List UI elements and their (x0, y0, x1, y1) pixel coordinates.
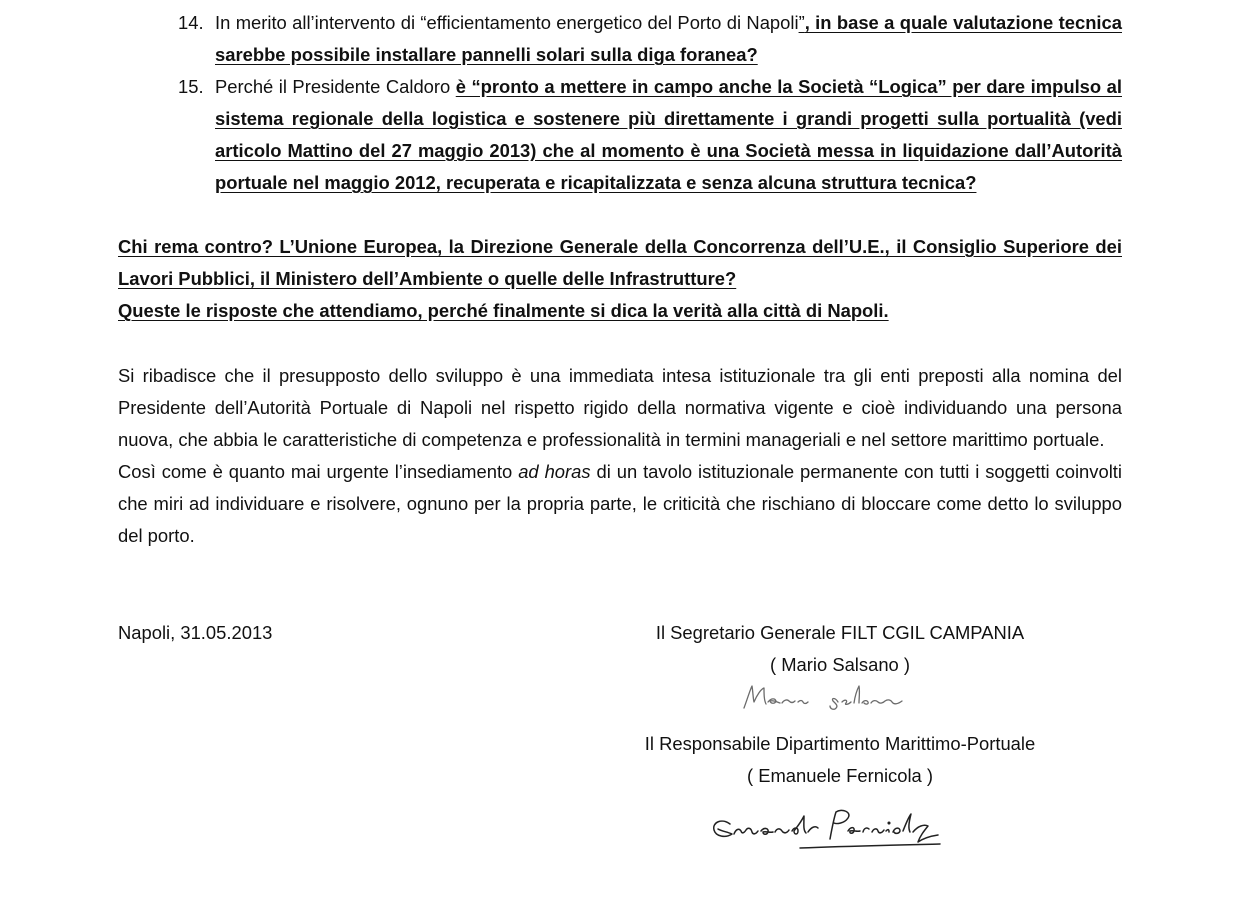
signatory-block (560, 617, 1120, 681)
handwritten-signature (708, 804, 948, 856)
bold-question: Chi rema contro? L’Unione Europea, la Direzione Generale della Concorrenza dell’U.E., il Consiglio Superiore dei Lavori Pubblici, il Ministero dell’Ambiente o quelle delle Infrastrutture? (118, 236, 1122, 289)
signatory-role: Il Segretario Generale FILT CGIL CAMPANIA (655, 622, 1025, 643)
signatory-name: ( Mario Salsano ) (769, 654, 911, 675)
item-text-underlined: ” (798, 12, 805, 33)
question-list (178, 7, 1122, 199)
signatory-block (560, 728, 1120, 792)
item-text-emphasis: , in base a quale valutazione tecnica sarebbe possibile installare pannelli solari sulla diga foranea? (215, 12, 1122, 65)
item-number: 15. (178, 76, 204, 97)
bold-statement: Queste le risposte che attendiamo, perché finalmente si dica la verità alla città di Napoli. (118, 300, 889, 321)
body-paragraph-2-start: Così come è quanto mai urgente l’insediamento (118, 461, 519, 482)
item-text-plain: Perché il Presidente Caldoro (215, 76, 456, 97)
body-paragraph-1: Si ribadisce che il presupposto dello sviluppo è una immediata intesa istituzionale tra gli enti preposti alla nomina del Presidente dell’Autorità Portuale di Napoli nel rispetto rigido della normativa vigente e cioè individuando una persona nuova, che abbia le caratteristiche di competenza e professionalità in termini manageriali e nel settore marittimo portuale. (118, 365, 1122, 450)
body-paragraph-2 (118, 456, 1122, 552)
list-item (178, 71, 1122, 199)
body-paragraph-2-end: di un tavolo istituzionale permanente con tutti i soggetti coinvolti che miri ad individuare e risolvere, ognuno per la propria parte, le criticità che rischiano di bloccare come detto lo sviluppo del porto. (118, 461, 1122, 546)
place-date: Napoli, 31.05.2013 (118, 622, 273, 643)
list-item (178, 7, 1122, 71)
signatory-role: Il Responsabile Dipartimento Marittimo-Portuale (644, 733, 1036, 754)
signatory-name: ( Emanuele Fernicola ) (746, 765, 934, 786)
item-text-emphasis: è “pronto a mettere in campo anche la Società “Logica” per dare impulso al sistema regionale della logistica e sostenere più direttamente i grandi progetti sulla portualità (vedi articolo Mattino del 27 maggio 2013) che al momento è una Società messa in liquidazione dall’Autorità portuale nel maggio 2012, recuperata e ricapitalizzata e senza alcuna struttura tecnica? (215, 76, 1122, 193)
italic-phrase: ad horas (518, 461, 591, 482)
item-number: 14. (178, 12, 204, 33)
bold-questions (118, 231, 1122, 327)
item-text (215, 71, 1122, 199)
item-text-plain: In merito all’intervento di “efficientamento energetico del Porto di Napoli (215, 12, 799, 33)
handwritten-signature (738, 680, 910, 714)
item-text (215, 7, 1122, 71)
body-text (118, 360, 1122, 552)
